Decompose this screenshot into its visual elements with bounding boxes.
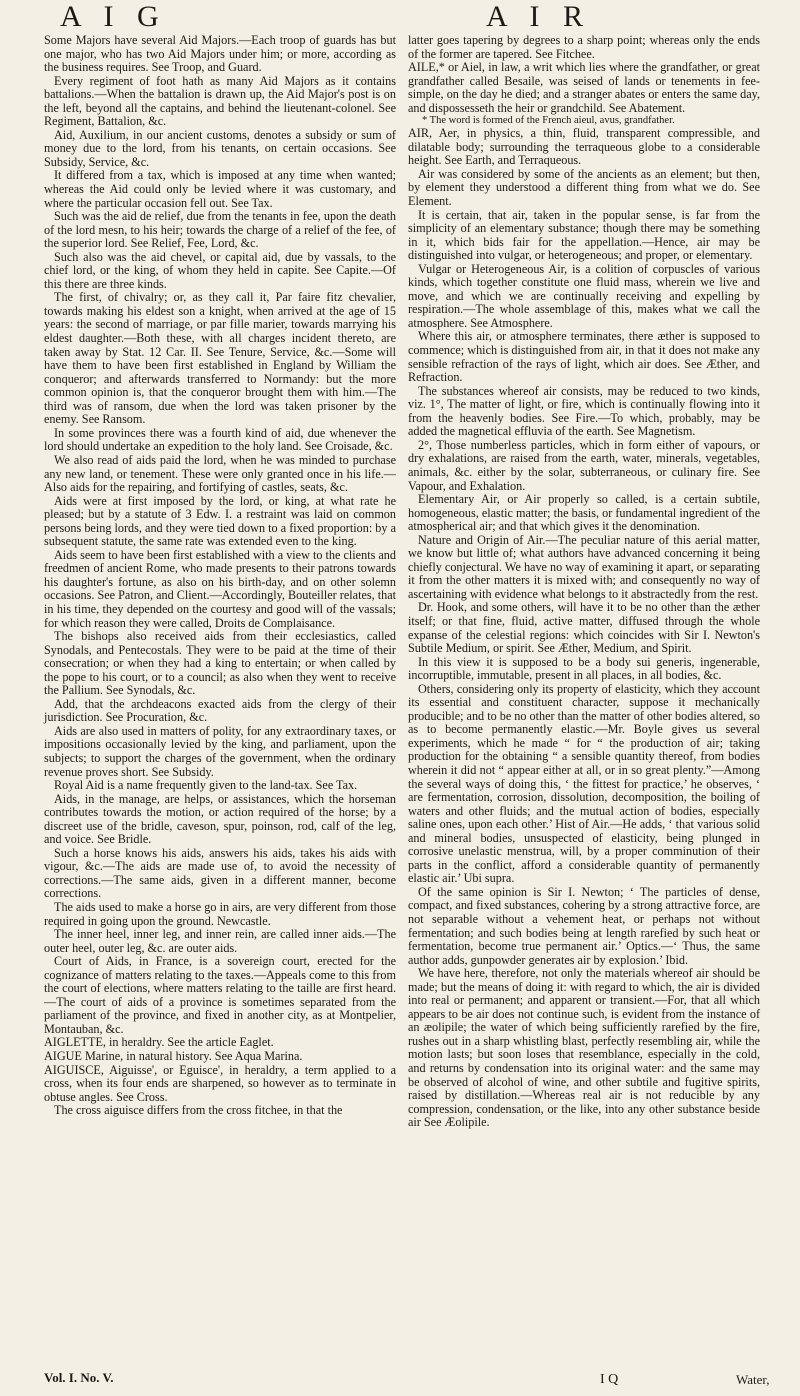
paragraph: It is certain, that air, taken in the popular sense, is far from the simplicity of an elementary substance; though there may be something in it, which bids fair for the appellation.—Hence, air may be distinguished into vulgar, or heterogeneous; and proper, or elementary.	[408, 207, 760, 263]
paragraph: Where this air, or atmosphere terminates, there æther is supposed to commence; which is distinguished from air, in that it does not make any sensible refraction of the rays of light, which air does. See Æther, and Refraction.	[408, 329, 760, 385]
paragraph: Royal Aid is a name frequently given to the land-tax. See Tax.	[54, 778, 358, 793]
paragraph: Nature and Origin of Air.—The peculiar nature of this aerial matter, we know but little of; what authors have advanced concerning it being chiefly conjectural. We have no way of examining it apart, or separating it from the other matters it is mixed with; and consequently no way of ascertaining with evidence what belongs to it abstractedly from the rest.	[408, 532, 760, 601]
paragraph: Such also was the aid chevel, or capital aid, due by vassals, to the chief lord, or the king, of whom they held in capite. See Capite.—Of this there are three kinds.	[44, 249, 396, 291]
running-head-right: A I R	[486, 0, 592, 33]
paragraph: In this view it is supposed to be a body sui generis, ingenerable, incorruptible, immutable, present in all places, in all bodies, &c.	[408, 654, 760, 683]
paragraph: Add, that the archdeacons exacted aids from the clergy of their jurisdiction. See Procuration, &c.	[44, 696, 396, 725]
footnote: * The word is formed of the French aieul, avus, grandfather.	[422, 115, 675, 127]
paragraph: Aids seem to have been first established with a view to the clients and freedmen of ancient Rome, who made presents to their patrons towards his daughter's fortune, as also on his birth-day, and on other solemn occasions. See Patron, and Client.—Accordingly, Bouteiller relates, that in his time, they depended on the courtesy and good will of the vassals; for which reason they were called, Droits de Complaisance.	[44, 547, 396, 630]
paragraph: Court of Aids, in France, is a sovereign court, erected for the cognizance of matters relating to the taxes.—Appeals come to this from the court of elections, where matters relating to the taille are first heard.—The court of aids of a province is sometimes separated from the parliament of the province, and fixed in another city, as at Montpelier, Montauban, &c.	[44, 954, 396, 1036]
paragraph: Air was considered by some of the ancients as an element; but then, by element they understood a different thing from what we do. See Element.	[408, 166, 760, 209]
paragraph: The aids used to make a horse go in airs, are very different from those required in going upon the ground. Newcastle.	[44, 900, 396, 928]
paragraph: Every regiment of foot hath as many Aid Majors as it contains battalions.—When the battalion is drawn up, the Aid Major's post is on the left, beyond all the captains, and behind the lieutenant-colonel. See Regiment, Battalion, &c.	[44, 73, 396, 129]
paragraph: Vulgar or Heterogeneous Air, is a colition of corpuscles of various kinds, which together constitute one fluid mass, wherein we live and move, and which we are continually receiving and expelling by respiration.—The whole assemblage of this, makes what we call the atmosphere. See Atmosphere.	[408, 261, 760, 330]
paragraph: Aids are also used in matters of polity, for any extraordinary taxes, or impositions occasionally levied by the king, and parliament, upon the subjects; to support the charges of the government, when the ordinary revenue proves short. See Subsidy.	[44, 723, 396, 779]
paragraph: We have here, therefore, not only the materials whereof air should be made; but the means of doing it: with regard to which, the air is divided into real or permanent; and apparent or transient.—For, that all which appears to be air does not continue such, is evident from the instance of an æolipile; the water of which being sufficiently rarefied by the fire, rushes out in a sharp whistling blast, perfectly resembling air, while the motion lasts; but soon loses that resemblance, especially in the cold, and returns by condensation into its original water: and the same may be observed of alcohol of wine, and other subtile and fugitive spirits, raised by distillation.—Whereas real air is not reducible by any compression, condensation, or the like, into any other substance beside air See Æolipile.	[408, 966, 760, 1130]
paragraph: We also read of aids paid the lord, when he was minded to purchase any new land, or tenement. These were only granted once in his life.—Also aids for the repairing, and fortifying of castles, seats, &c.	[44, 452, 396, 495]
running-head-left: A I G	[60, 0, 167, 33]
paragraph: Aid, Auxilium, in our ancient customs, denotes a subsidy or sum of money due to the lord, from his tenants, on certain occasions. See Subsidy, Service, &c.	[44, 127, 396, 169]
paragraph: Such was the aid de relief, due from the tenants in fee, upon the death of the lord mesn, to his heir; towards the charge of a relief of the fee, of the superior lord. See Relief, Fee, Lord, &c.	[44, 209, 396, 251]
paragraph: AIR, Aer, in physics, a thin, fluid, transparent compressible, and dilatable body; surrounding the terraqueous globe to a considerable height. See Earth, and Terraqueous.	[408, 126, 760, 168]
paragraph: AILE,* or Aiel, in law, a writ which lies where the grandfather, or great grandfather called Besaile, was seised of lands or tenements in fee-simple, on the day he died; and a stranger abates or enters the same day, and dispossesseth the heir or grandchild. See Abatement.	[408, 60, 760, 115]
paragraph: AIGUE Marine, in natural history. See Aqua Marina.	[44, 1049, 303, 1064]
paragraph: In some provinces there was a fourth kind of aid, due whenever the lord should undertake an expedition to the holy land. See Croisade, &c.	[44, 425, 396, 454]
paragraph: Others, considering only its property of elasticity, which they account its essential and constituent character, suppose it mechanically producible; and to be no other than the matter of other bodies altered, so as to become permanently elastic.—Mr. Boyle gives us several experiments, which he made “ for “ the production of air; taking production for the obtaining “ a sensible quantity thereof, from bodies wherein it did not “ appear either at all, or in so great plenty.”—Among the several ways of doing this, ‘ the fittest for practice,’ he observes, ‘ are fermentation, corrosion, dissolution, decomposition, the boiling of waters and other fluids; and the mutual action of bodies, especially saline ones, upon each other.’ Hist of Air.—He adds, ‘ that various solid and mineral bodies, unsuspected of elasticity, being plunged in corrosive unelastic menstrua, will, by a proper comminution of their parts in the conflict, afford a considerable quantity of permanently elastic air.’ Ubi supra.	[408, 681, 760, 886]
paragraph: The inner heel, inner leg, and inner rein, are called inner aids.—The outer heel, outer leg, &c. are outer aids.	[44, 927, 396, 955]
paragraph: Aids were at first imposed by the lord, or king, at what rate he pleased; but by a statute of 3 Edw. I. a restraint was laid on common persons being lords, and they were tied down to a fixed proportion: by a subsequent statute, the same rate was extended even to the king.	[44, 493, 396, 549]
paragraph: AIGLETTE, in heraldry. See the article Eaglet.	[44, 1035, 274, 1050]
paragraph: The cross aiguisce differs from the cross fitchee, in that the	[54, 1103, 343, 1118]
paragraph: Aids, in the manage, are helps, or assistances, which the horseman contributes towards the motion, or action required of the horse; by a discreet use of the bridle, caveson, spur, poinson, rod, calf of the leg, and voice. See Bridle.	[44, 791, 396, 847]
paragraph: Such a horse knows his aids, answers his aids, takes his aids with vigour, &c.—The aids are made use of, to avoid the necessity of corrections.—The same aids, given in a different manner, become corrections.	[44, 845, 396, 901]
paragraph: Dr. Hook, and some others, will have it to be no other than the æther itself; or that fine, fluid, active matter, diffused through the whole expanse of the celestial regions: which coincides with Sir I. Newton's Subtile Medium, or spirit. See Æther, Medium, and Spirit.	[408, 600, 760, 656]
paragraph: The first, of chivalry; or, as they call it, Par faire fitz chevalier, towards making his eldest son a knight, when arrived at the age of 15 years: the second of marriage, or par fille marier, towards marrying his eldest daughter.—Both these, with all charges incident thereto, are taken away by Stat. 12 Car. II. See Tenure, Service, &c.—Some will have them to have been first established in England by William the conqueror; and afterwards transferred to Normandy: but the more common opinion is, that the conqueror brought them with him.—The third was of ransom, due when the lord was taken prisoner by the enemy. See Ransom.	[44, 290, 396, 427]
paragraph: It differed from a tax, which is imposed at any time when wanted; whereas the Aid could only be levied where it was customary, and where the particular occasion fell out. See Tax.	[44, 168, 396, 210]
signature-mark: I Q	[600, 1372, 619, 1387]
right-column	[408, 34, 760, 1130]
paragraph: Elementary Air, or Air properly so called, is a certain subtile, homogeneous, elastic matter; the basis, or fundamental ingredient of the atmospherical air; and that which gives it the denomination.	[408, 492, 760, 534]
paragraph: 2°, Those numberless particles, which in form either of vapours, or dry exhalations, are raised from the earth, water, minerals, vegetables, animals, &c. either by the solar, subterraneous, or culinary fire. See Vapour, and Exhalation.	[408, 437, 760, 493]
paragraph: Of the same opinion is Sir I. Newton; ‘ The particles of dense, compact, and fixed substances, cohering by a strong attractive force, are not separable without a vehement heat, or perhaps not without fermentation; and such bodies being at length rarefied by such heat or fermentation, become true permanent air.’ Optics.—‘ Thus, the same author adds, gunpowder generates air by explosion.’ Ibid.	[408, 884, 760, 967]
paragraph: The bishops also received aids from their ecclesiastics, called Synodals, and Pentecostals. They were to be paid at the time of their consecration; or when they had a king to entertain; or when called by the pope to his court, or to a council; as also when they went to receive the Pallium. See Synodals, &c.	[44, 629, 396, 698]
paragraph: latter goes tapering by degrees to a sharp point; whereas only the ends of the former are tapered. See Fitchee.	[408, 33, 760, 61]
paragraph: Some Majors have several Aid Majors.—Each troop of guards has but one major, who has two Aid Majors under him; or more, according as the business requires. See Troop, and Guard.	[44, 33, 396, 75]
volume-number: Vol. I. No. V.	[44, 1370, 114, 1385]
left-column	[44, 34, 396, 1118]
paragraph: AIGUISCE, Aiguisse', or Eguisce', in heraldry, a term applied to a cross, when its four ends are sharpened, so however as to terminate in obtuse angles. See Cross.	[44, 1062, 396, 1104]
catchword: Water,	[736, 1372, 770, 1387]
paragraph: The substances whereof air consists, may be reduced to two kinds, viz. 1°, The matter of light, or fire, which is continually flowing into it from the heavenly bodies. See Fire.—To which, probably, may be added the magnetical effluvia of the earth. See Magnetism.	[408, 383, 760, 439]
